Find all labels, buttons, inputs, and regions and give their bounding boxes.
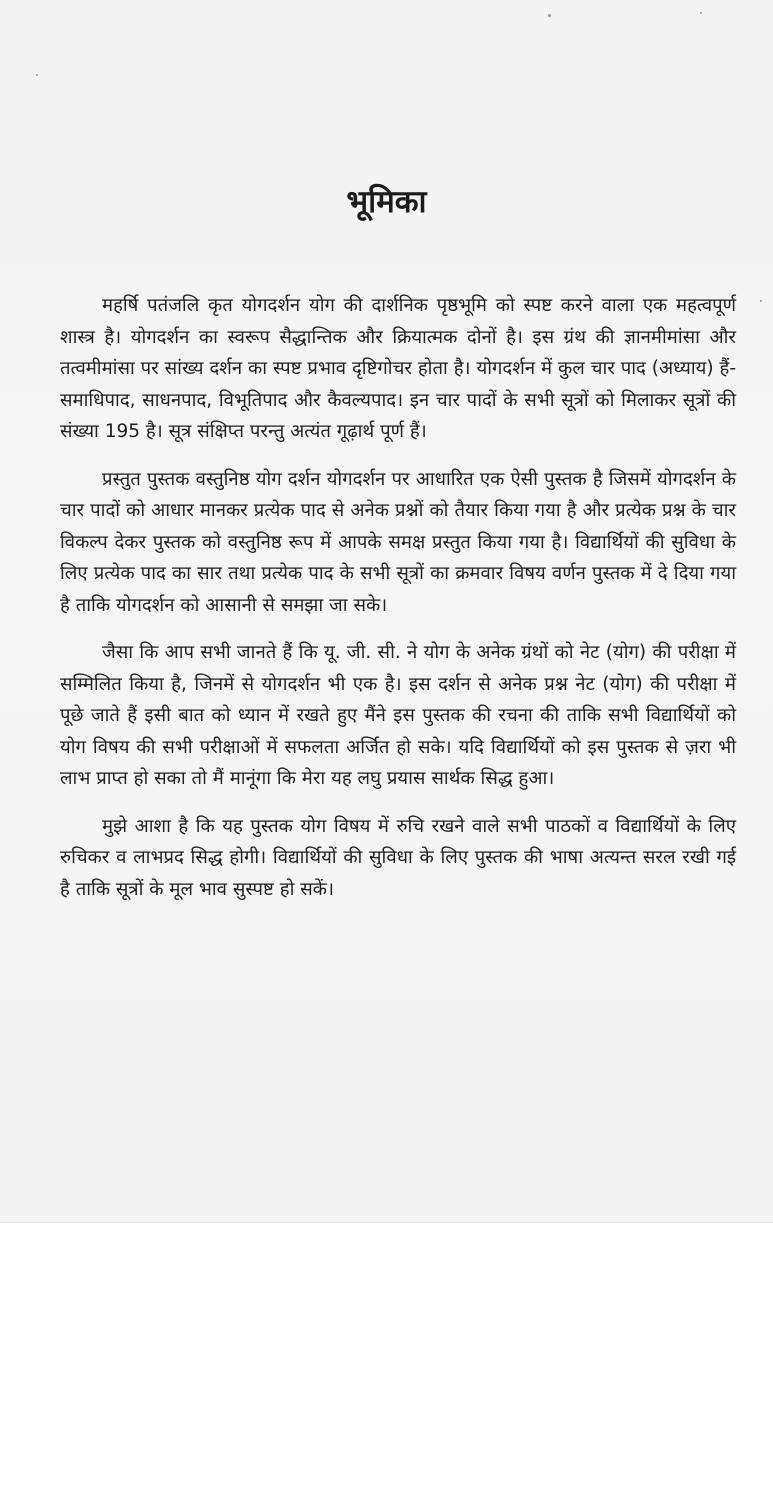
body-text: [60, 290, 736, 921]
scan-speck: [548, 14, 551, 17]
paragraph: महर्षि पतंजलि कृत योगदर्शन योग की दार्शनिक पृष्ठभूमि को स्पष्ट करने वाला एक महत्वपूर्ण शास्त्र है। योगदर्शन का स्वरूप सैद्धान्तिक और क्रियात्मक दोनों है। इस ग्रंथ की ज्ञानमीमांसा और तत्वमीमांसा पर सांख्य दर्शन का स्पष्ट प्रभाव दृष्टिगोचर होता है। योगदर्शन में कुल चार पाद (अध्याय) हैं- समाधिपाद, साधनपाद, विभूतिपाद और कैवल्यपाद। इन चार पादों के सभी सूत्रों को मिलाकर सूत्रों की संख्या 195 है। सूत्र संक्षिप्त परन्तु अत्यंत गूढ़ार्थ पूर्ण हैं।: [60, 295, 736, 442]
paragraph: मुझे आशा है कि यह पुस्तक योग विषय में रुचि रखने वाले सभी पाठकों व विद्यार्थियों के लिए रुचिकर व लाभप्रद सिद्ध होगी। विद्यार्थियों की सुविधा के लिए पुस्तक की भाषा अत्यन्त सरल रखी गई है ताकि सूत्रों के मूल भाव सुस्पष्ट हो सकें।: [60, 815, 736, 900]
scan-speck: [700, 12, 702, 14]
scan-speck: [36, 74, 38, 76]
paragraph: प्रस्तुत पुस्तक वस्तुनिष्ठ योग दर्शन योगदर्शन पर आधारित एक ऐसी पुस्तक है जिसमें योगदर्शन के चार पादों को आधार मानकर प्रत्येक पाद से अनेक प्रश्नों को तैयार किया गया है और प्रत्येक प्रश्न के चार विकल्प देकर पुस्तक को वस्तुनिष्ठ रूप में आपके समक्ष प्रस्तुत किया गया है। विद्यार्थियों की सुविधा के लिए प्रत्येक पाद का सार तथा प्रत्येक पाद के सभी सूत्रों का क्रमवार विषय वर्णन पुस्तक में दे दिया गया है ताकि योगदर्शन को आसानी से समझा जा सके।: [60, 468, 736, 616]
scan-speck: [760, 300, 762, 302]
paragraph: जैसा कि आप सभी जानते हैं कि यू. जी. सी. ने योग के अनेक ग्रंथों को नेट (योग) की परीक्षा में सम्मिलित किया है, जिनमें से योगदर्शन भी एक है। इस दर्शन से अनेक प्रश्न नेट (योग) की परीक्षा में पूछे जाते हैं इसी बात को ध्यान में रखते हुए मैंने इस पुस्तक की रचना की ताकि सभी विद्यार्थियों को योग विषय की सभी परीक्षाओं में सफलता अर्जित हो सके। यदि विद्यार्थियों को इस पुस्तक से ज़रा भी लाभ प्राप्त हो सका तो मैं मानूंगा कि मेरा यह लघु प्रयास सार्थक सिद्ध हुआ।: [60, 642, 736, 789]
page-title: भूमिका: [346, 184, 427, 220]
